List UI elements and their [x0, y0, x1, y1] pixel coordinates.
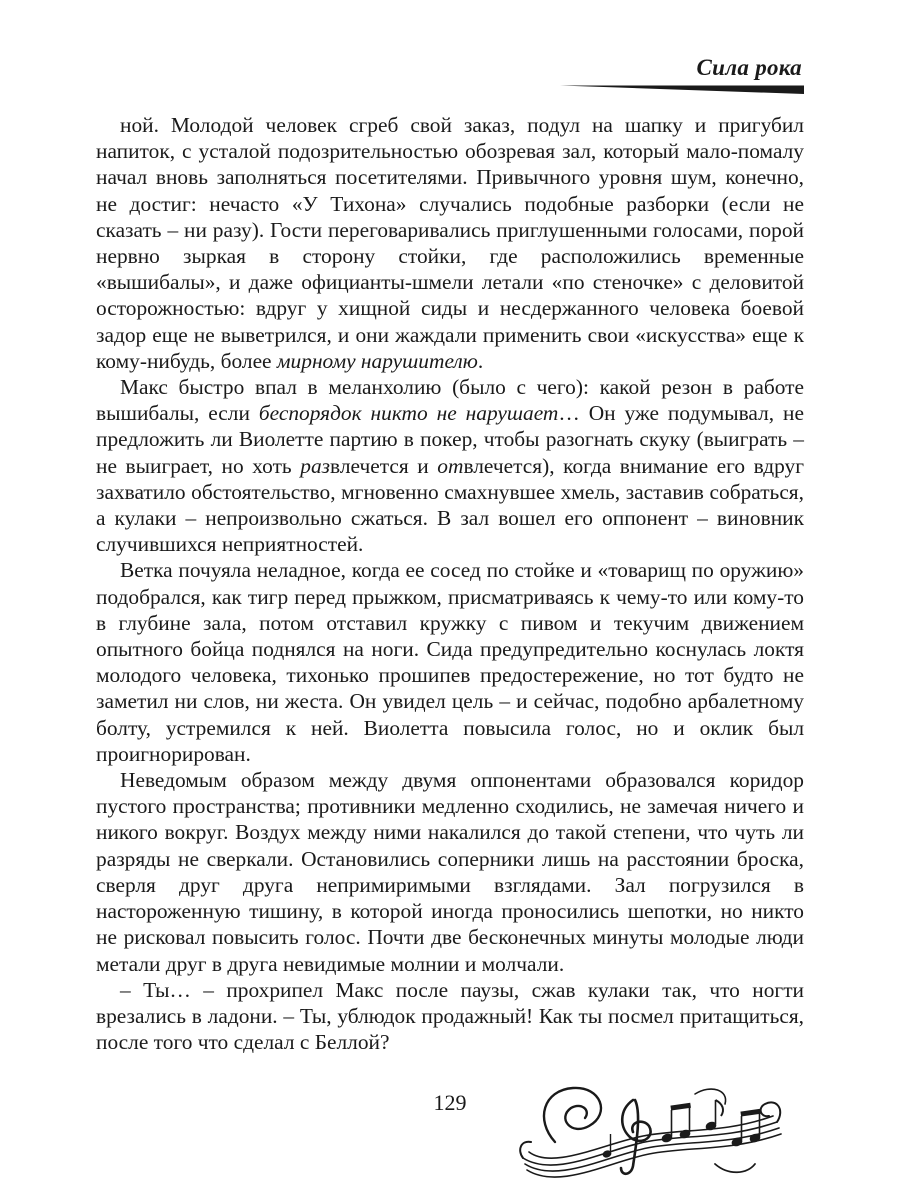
italic-text: от	[437, 453, 464, 478]
text-run: … Он уже подумывал, не предложить ли Виолетте партию в покер, чтобы разогнать скуку (выиграть – не выиграет, но хоть	[96, 401, 804, 478]
text-run: влечется), когда внимание его вдруг захватило обстоятельство, мгновенно смахнувшее хмель, заставив собраться, а кулаки – непроизвольно сжаться. В зал вошел его оппонент – виновник случившихся неприятностей.	[96, 453, 804, 557]
text-run: ной. Молодой человек сгреб свой заказ, подул на шапку и пригубил напиток, с усталой подозрительностью обозревая зал, который мало-помалу начал вновь заполняться посетителями. Привычного уровня шум, конечно, не достиг: нечасто «У Тихона» случались подобные разборки (если не сказать – ни разу). Гости переговаривались приглушенными голосами, порой нервно зыркая в сторону стойки, где расположились временные «вышибалы», и даже официанты-шмели летали «по стеночке» с деловитой осторожностью: вдруг у хищной сиды и несдержанного человека боевой задор еще не выветрился, и они жаждали применить свои «искусства» еще к кому-нибудь, более	[96, 113, 804, 373]
page-number: 129	[433, 1090, 467, 1115]
body-text	[96, 112, 804, 1055]
text-run: – Ты… – прохрипел Макс после паузы, сжав кулаки так, что ногти врезались в ладони. – Ты, ублюдок продажный! Как ты посмел притащиться, после того что сделал с Беллой?	[96, 977, 804, 1055]
paragraph	[96, 374, 804, 557]
paragraph	[96, 112, 804, 374]
text-run: Ветка почуяла неладное, когда ее сосед по стойке и «товарищ по оружию» подобрался, как тигр перед прыжком, присматриваясь к чему-то или кому-то в глубине зала, потом отставил кружку с пивом и текучим движением опытного бойца поднялся на ноги. Сида предупредительно коснулась локтя молодого человека, тихонько прошипев предостережение, но тот будто не заметил ни слов, ни жеста. Он увидел цель – и сейчас, подобно арбалетному болту, устремился к ней. Виолетта повысила голос, но и оклик был проигнорирован.	[96, 558, 804, 766]
paragraph	[96, 557, 804, 767]
text-run: Макс быстро впал в меланхолию (было с чего): какой резон в работе вышибалы, если	[96, 375, 804, 426]
italic-text: раз	[300, 453, 331, 478]
text-run: .	[477, 348, 484, 373]
running-header	[560, 54, 804, 82]
text-run: влечется и	[330, 453, 438, 478]
paragraph	[96, 767, 804, 977]
paragraph	[96, 977, 804, 1056]
running-title: Сила рока	[696, 55, 802, 80]
music-notes-ornament-icon	[515, 1080, 785, 1185]
header-rule	[560, 85, 804, 95]
italic-text: мирному нарушителю	[276, 348, 478, 373]
text-run: Неведомым образом между двумя оппонентами образовался коридор пустого пространства; противники медленно сходились, не замечая ничего и никого вокруг. Воздух между ними накалился до такой степени, что чуть ли разряды не сверкали. Остановились соперники лишь на расстоянии броска, сверля друг друга непримиримыми взглядами. Зал погрузился в настороженную тишину, в которой иногда проносились шепотки, но никто не рисковал повысить голос. Почти две бесконечных минуты молодые люди метали друг в друга невидимые молнии и молчали.	[96, 768, 804, 976]
italic-text: беспорядок никто не нарушает	[258, 401, 559, 426]
